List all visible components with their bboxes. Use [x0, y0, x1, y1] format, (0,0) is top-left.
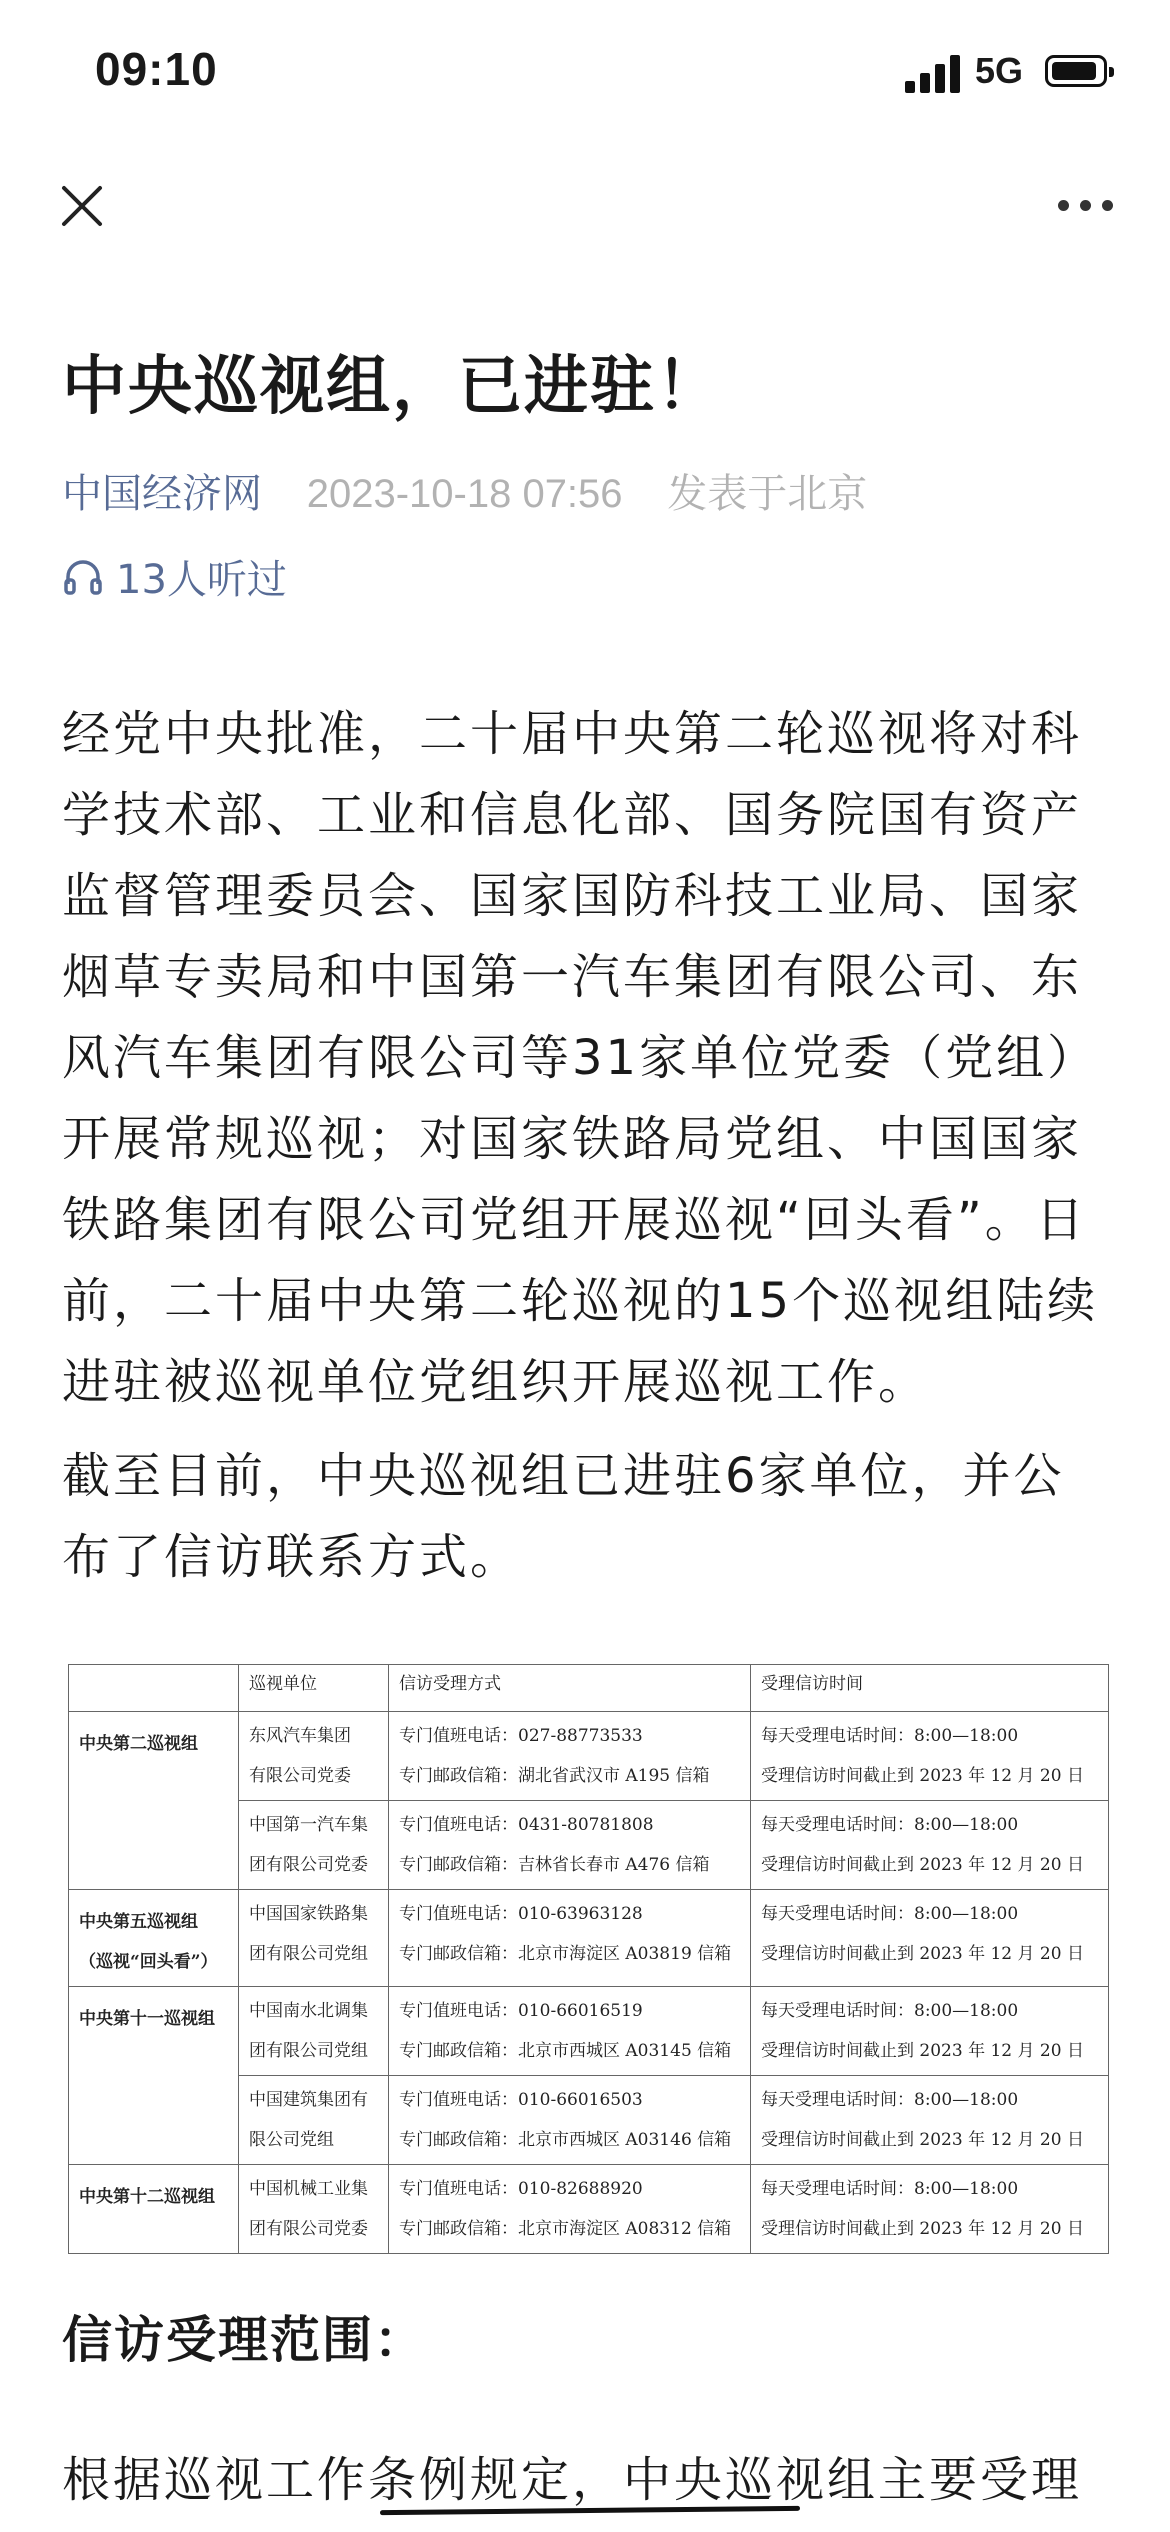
time-cell: 每天受理电话时间：8:00—18:00 受理信访时间截止到 2023 年 12 月 20 日	[751, 1801, 1109, 1890]
article-title: 中央巡视组，已进驻！	[62, 350, 722, 424]
table-header-cell: 受理信访时间	[751, 1665, 1109, 1712]
listen-button[interactable]	[62, 548, 287, 605]
table-header-row	[69, 1665, 1109, 1712]
inspection-group-cell: 中央第十二巡视组	[69, 2165, 239, 2254]
source-link[interactable]: 中国经济网	[62, 471, 262, 517]
signal-icon	[905, 55, 965, 93]
publish-date: 2023-10-18 07:56	[306, 472, 623, 516]
network-type: 5G	[975, 50, 1024, 91]
time-cell: 每天受理电话时间：8:00—18:00 受理信访时间截止到 2023 年 12 月 20 日	[751, 2165, 1109, 2254]
time-cell: 每天受理电话时间：8:00—18:00 受理信访时间截止到 2023 年 12 月 20 日	[751, 1712, 1109, 1801]
listen-count: 13人听过	[116, 557, 287, 603]
battery-icon	[1045, 55, 1107, 87]
publish-location: 发表于北京	[667, 471, 868, 517]
article-meta	[62, 462, 867, 519]
method-cell: 专门值班电话：027-88773533 专门邮政信箱：湖北省武汉市 A195 信箱	[389, 1712, 751, 1801]
unit-cell: 中国国家铁路集 团有限公司党组	[239, 1890, 389, 1987]
method-cell: 专门值班电话：010-63963128 专门邮政信箱：北京市海淀区 A03819 信箱	[389, 1890, 751, 1987]
method-cell: 专门值班电话：010-66016519 专门邮政信箱：北京市西城区 A03145 信箱	[389, 1987, 751, 2076]
status-time: 09:10	[95, 43, 218, 95]
petition-contact-table	[68, 1664, 1109, 2254]
method-cell: 专门值班电话：010-82688920 专门邮政信箱：北京市海淀区 A08312 信箱	[389, 2165, 751, 2254]
inspection-group-cell: 中央第二巡视组	[69, 1712, 239, 1890]
table-row	[69, 1712, 1109, 1801]
inspection-group-cell: 中央第十一巡视组	[69, 1987, 239, 2165]
method-cell: 专门值班电话：0431-80781808 专门邮政信箱：吉林省长春市 A476 信箱	[389, 1801, 751, 1890]
unit-cell: 中国第一汽车集 团有限公司党委	[239, 1801, 389, 1890]
article-paragraph-1: 经党中央批准，二十届中央第二轮巡视将对科学技术部、工业和信息化部、国务院国有资产监督管理委员会、国家国防科技工业局、国家烟草专卖局和中国第一汽车集团有限公司、东风汽车集团有限公司等31家单位党委（党组）开展常规巡视；对国家铁路局党组、中国国家铁路集团有限公司党组开展巡视“回头看”。日前，二十届中央第二轮巡视的15个巡视组陆续进驻被巡视单位党组织开展巡视工作。	[62, 706, 1099, 1410]
table-row	[69, 1890, 1109, 1987]
status-bar	[0, 0, 1170, 150]
more-options-icon[interactable]	[1058, 200, 1118, 214]
unit-cell: 中国机械工业集 团有限公司党委	[239, 2165, 389, 2254]
close-icon[interactable]	[58, 182, 106, 230]
headphone-icon	[62, 556, 104, 598]
article-paragraph-3: 根据巡视工作条例规定，中央巡视组主要受理	[62, 2452, 1083, 2508]
unit-cell: 中国建筑集团有 限公司党组	[239, 2076, 389, 2165]
table-header-cell: 巡视单位	[239, 1665, 389, 1712]
unit-cell: 中国南水北调集 团有限公司党组	[239, 1987, 389, 2076]
inspection-group-cell: 中央第五巡视组 （巡视“回头看”）	[69, 1890, 239, 1987]
table-header-cell: 信访受理方式	[389, 1665, 751, 1712]
article-paragraph-2: 截至目前，中央巡视组已进驻6家单位，并公布了信访联系方式。	[62, 1448, 1065, 1585]
table-row	[69, 2165, 1109, 2254]
time-cell: 每天受理电话时间：8:00—18:00 受理信访时间截止到 2023 年 12 月 20 日	[751, 1890, 1109, 1987]
unit-cell: 东风汽车集团 有限公司党委	[239, 1712, 389, 1801]
table-row	[69, 1987, 1109, 2076]
section-title: 信访受理范围：	[62, 2311, 426, 2369]
time-cell: 每天受理电话时间：8:00—18:00 受理信访时间截止到 2023 年 12 月 20 日	[751, 2076, 1109, 2165]
table-header-cell	[69, 1665, 239, 1712]
time-cell: 每天受理电话时间：8:00—18:00 受理信访时间截止到 2023 年 12 月 20 日	[751, 1987, 1109, 2076]
method-cell: 专门值班电话：010-66016503 专门邮政信箱：北京市西城区 A03146 信箱	[389, 2076, 751, 2165]
